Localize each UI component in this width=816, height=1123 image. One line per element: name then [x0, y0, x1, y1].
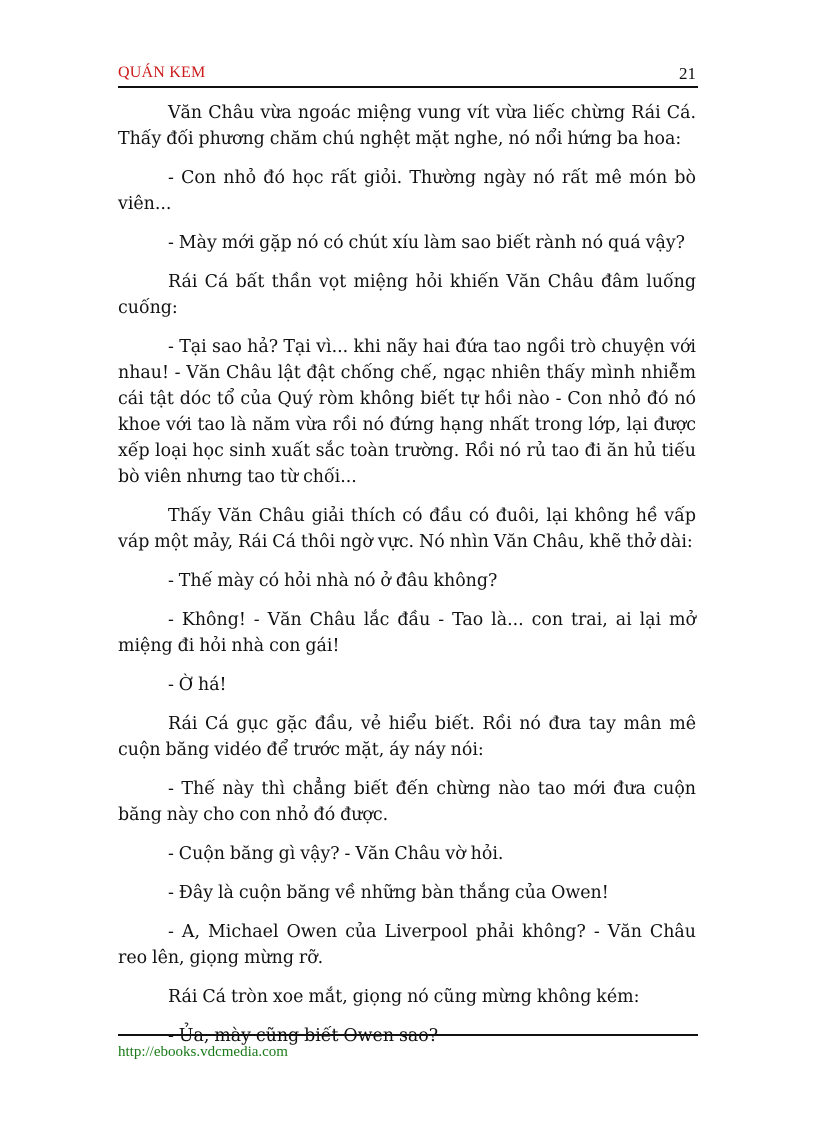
paragraph-10: Rái Cá gục gặc đầu, vẻ hiểu biết. Rồi nó đưa tay mân mê cuộn băng vidéo để trước mặt, áy náy nói:	[118, 714, 696, 760]
paragraph-2: - Con nhỏ đó học rất giỏi. Thường ngày nó rất mê món bò viên...	[118, 168, 696, 214]
paragraph-8: - Không! - Văn Châu lắc đầu - Tao là... con trai, ai lại mở miệng đi hỏi nhà con gái!	[118, 610, 696, 656]
paragraph-6: Thấy Văn Châu giải thích có đầu có đuôi, lại không hề vấp váp một mảy, Rái Cá thôi ngờ vực. Nó nhìn Văn Châu, khẽ thở dài:	[118, 506, 696, 552]
page-number: 21	[679, 64, 696, 83]
paragraph-14: - A, Michael Owen của Liverpool phải không? - Văn Châu reo lên, giọng mừng rỡ.	[118, 922, 696, 968]
paragraph-13: - Đây là cuộn băng về những bàn thắng của Owen!	[168, 883, 609, 903]
paragraph-5: - Tại sao hả? Tại vì... khi nãy hai đứa tao ngồi trò chuyện với nhau! - Văn Châu lật đật chống chế, ngạc nhiên thấy mình nhiễm cái tật dóc tổ của Quý ròm không biết tự hồi nào - Con nhỏ đó nó khoe với tao là năm vừa rồi nó đứng hạng nhất trong lớp, lại được xếp loại học sinh xuất sắc toàn trường. Rồi nó rủ tao đi ăn hủ tiếu bò viên nhưng tao từ chối...	[118, 337, 696, 487]
paragraph-9: - Ờ há!	[168, 675, 227, 695]
paragraph-12: - Cuộn băng gì vậy? - Văn Châu vờ hỏi.	[168, 844, 504, 864]
book-title: QUÁN KEM	[118, 64, 206, 81]
page-header	[118, 60, 698, 88]
paragraph-7: - Thế mày có hỏi nhà nó ở đâu không?	[168, 571, 498, 591]
paragraph-3: - Mày mới gặp nó có chút xíu làm sao biết rành nó quá vậy?	[168, 233, 685, 253]
paragraph-15: Rái Cá tròn xoe mắt, giọng nó cũng mừng không kém:	[168, 987, 640, 1007]
page-footer	[118, 1034, 698, 1061]
paragraph-11: - Thế này thì chẳng biết đến chừng nào tao mới đưa cuộn băng này cho con nhỏ đó được.	[118, 779, 696, 825]
paragraph-4: Rái Cá bất thần vọt miệng hỏi khiến Văn Châu đâm luống cuống:	[118, 272, 696, 318]
footer-link[interactable]: http://ebooks.vdcmedia.com	[118, 1044, 288, 1060]
chapter-body	[118, 100, 696, 1062]
paragraph-16: - Ủa, mày cũng biết Owen sao?	[168, 1026, 439, 1046]
paragraph-1: Văn Châu vừa ngoác miệng vung vít vừa liếc chừng Rái Cá. Thấy đối phương chăm chú nghệt mặt nghe, nó nổi hứng ba hoa:	[118, 103, 696, 149]
